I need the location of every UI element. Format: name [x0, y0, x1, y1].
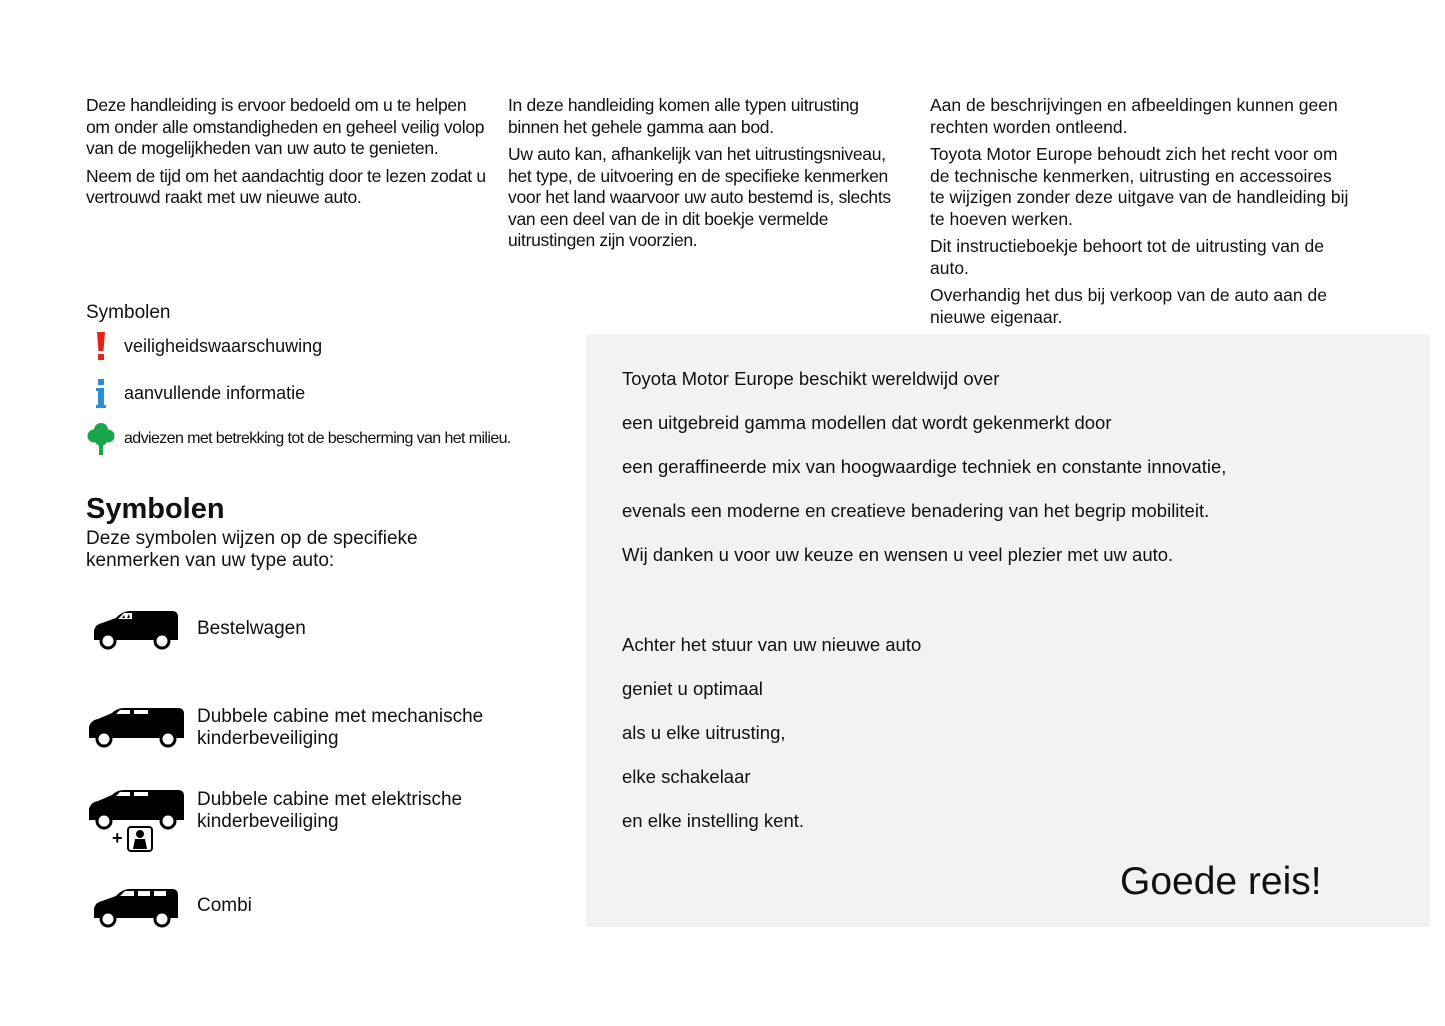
intro-paragraph: In deze handleiding komen alle typen uitrusting binnen het gehele gamma aan bod.: [508, 95, 859, 137]
legend-item-info: [86, 377, 556, 409]
intro-column-1: [86, 95, 486, 215]
double-cab-icon: [86, 705, 186, 754]
tree-icon: [86, 423, 116, 455]
panel-line: een uitgebreid gamma modellen dat wordt gekenmerkt door: [622, 412, 1112, 433]
panel-line: evenals een moderne en creatieve benadering van het begrip mobiliteit.: [622, 500, 1210, 521]
panel-line: Achter het stuur van uw nieuwe auto: [622, 634, 922, 655]
van-icon: [90, 608, 180, 657]
section-title: Symbolen: [86, 493, 225, 525]
combi-icon: [90, 886, 180, 935]
legend-text: aanvullende informatie: [124, 382, 306, 403]
panel-line: elke schakelaar: [622, 766, 751, 787]
intro-column-2: [508, 95, 908, 258]
intro-paragraph: Overhandig het dus bij verkoop van de auto aan de nieuwe eigenaar.: [930, 285, 1327, 327]
intro-paragraph: Neem de tijd om het aandachtig door te lezen zodat u vertrouwd raakt met uw nieuwe auto.: [86, 165, 486, 207]
intro-paragraph: Toyota Motor Europe behoudt zich het recht voor om de technische kenmerken, uitrusting en accessoires te wijzigen zonder deze uitgave van de handleiding bij te hoeven werken.: [930, 144, 1349, 229]
panel-line: als u elke uitrusting,: [622, 722, 786, 743]
intro-paragraph: Dit instructieboekje behoort tot de uitrusting van de auto.: [930, 236, 1324, 278]
vehicle-label: Dubbele cabine met mechanische kinderbeveiliging: [197, 706, 484, 749]
legend-item-eco: [86, 423, 556, 455]
panel-line: en elke instelling kent.: [622, 810, 805, 831]
vehicle-label: Bestelwagen: [197, 618, 306, 639]
panel-line: geniet u optimaal: [622, 678, 763, 699]
vehicle-label: Dubbele cabine met elektrische kinderbeveiliging: [197, 789, 463, 832]
panel-line: een geraffineerde mix van hoogwaardige techniek en constante innovatie,: [622, 456, 1227, 477]
section-subtitle: Deze symbolen wijzen op de specifieke kenmerken van uw type auto:: [86, 528, 418, 571]
svg-text:+: +: [112, 828, 123, 848]
vehicle-label: Combi: [197, 895, 252, 916]
legend-text: adviezen met betrekking tot de bescherming van het milieu.: [124, 430, 511, 447]
legend-item-warning: [86, 330, 556, 362]
intro-column-3: [930, 95, 1350, 334]
double-cab-electric-icon: [86, 787, 186, 858]
closing-greeting: Goede reis!: [1120, 860, 1322, 903]
legend-heading: Symbolen: [86, 302, 171, 323]
panel-line: Toyota Motor Europe beschikt wereldwijd over: [622, 368, 1000, 389]
intro-paragraph: Uw auto kan, afhankelijk van het uitrustingsniveau, het type, de uitvoering en de specifieke kenmerken voor het land waarvoor uw auto bestemd is, slechts van een deel van de in dit boekje vermelde uitrustingen zijn voorzien.: [508, 144, 891, 250]
info-icon: [86, 377, 116, 409]
legend-text: veiligheidswaarschuwing: [124, 335, 323, 356]
panel-line: Wij danken u voor uw keuze en wensen u veel plezier met uw auto.: [622, 544, 1174, 565]
warning-icon: [86, 330, 116, 362]
intro-paragraph: Aan de beschrijvingen en afbeeldingen kunnen geen rechten worden ontleend.: [930, 95, 1338, 137]
intro-paragraph: Deze handleiding is ervoor bedoeld om u te helpen om onder alle omstandigheden en geheel veilig volop van de mogelijkheden van uw auto te genieten.: [86, 95, 485, 158]
